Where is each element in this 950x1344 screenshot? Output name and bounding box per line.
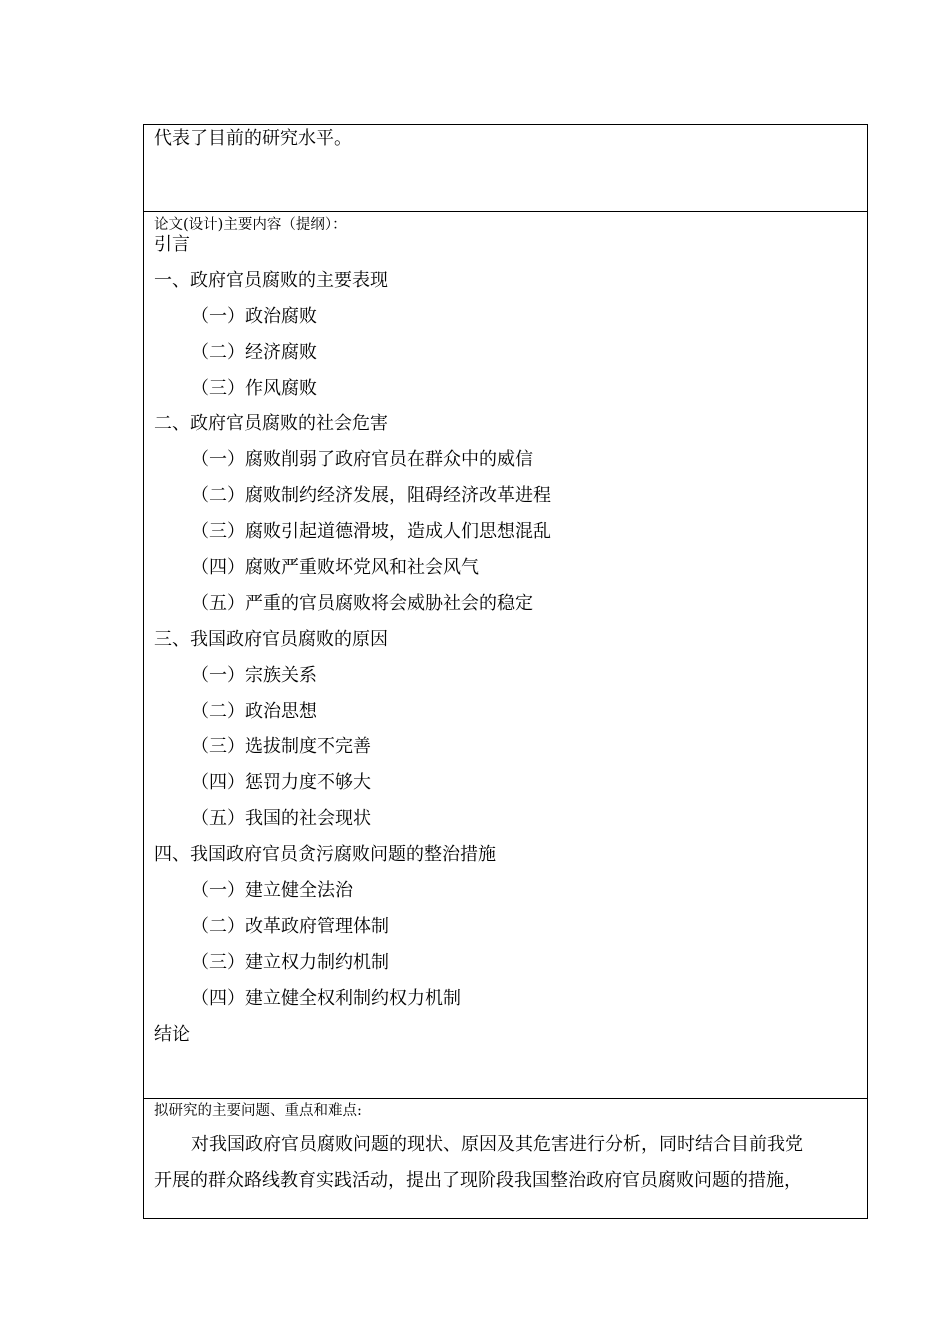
outline-subheading: （二）改革政府管理体制 — [191, 915, 389, 937]
outline-subheading: （二）腐败制约经济发展，阻碍经济改革进程 — [191, 485, 551, 507]
research-problems-cell — [144, 1099, 867, 1220]
outline-subheading: （四）建立健全权利制约权力机制 — [191, 987, 461, 1009]
outline-heading: 一、政府官员腐败的主要表现 — [154, 269, 388, 291]
research-problems-label: 拟研究的主要问题、重点和难点: — [154, 1103, 362, 1119]
paragraph-line: 对我国政府官员腐败问题的现状、原因及其危害进行分析，同时结合目前我党 — [191, 1134, 803, 1155]
outline-subheading: （一）政治腐败 — [191, 305, 317, 327]
literature-review-cell — [144, 125, 867, 212]
outline-heading: 三、我国政府官员腐败的原因 — [154, 628, 388, 650]
outline-subheading: （三）选拔制度不完善 — [191, 736, 371, 758]
outline-subheading: （二）经济腐败 — [191, 341, 317, 363]
outline-heading: 结论 — [154, 1023, 190, 1045]
outline-subheading: （五）我国的社会现状 — [191, 808, 371, 830]
outline-list — [144, 234, 551, 1059]
outline-subheading: （一）建立健全法治 — [191, 880, 353, 902]
outline-heading: 引言 — [154, 234, 190, 255]
outline-subheading: （一）腐败削弱了政府官员在群众中的威信 — [191, 449, 533, 471]
main-content-label: 论文(设计)主要内容（提纲）： — [154, 217, 347, 233]
outline-heading: 四、我国政府官员贪污腐败问题的整治措施 — [154, 844, 496, 866]
outline-subheading: （三）腐败引起道德滑坡，造成人们思想混乱 — [191, 521, 551, 543]
outline-subheading: （四）惩罚力度不够大 — [191, 772, 371, 794]
outline-subheading: （五）严重的官员腐败将会威胁社会的稳定 — [191, 592, 533, 614]
research-problems-paragraph — [154, 1127, 859, 1199]
outline-heading: 二、政府官员腐败的社会危害 — [154, 413, 388, 435]
literature-review-text: 代表了目前的研究水平。 — [154, 128, 352, 149]
outline-subheading: （三）建立权力制约机制 — [191, 951, 389, 973]
outline-subheading: （一）宗族关系 — [191, 664, 317, 686]
outline-subheading: （三）作风腐败 — [191, 377, 317, 399]
proposal-form-table — [143, 124, 868, 1219]
outline-subheading: （四）腐败严重败坏党风和社会风气 — [191, 557, 479, 579]
paragraph-line: 开展的群众路线教育实践活动，提出了现阶段我国整治政府官员腐败问题的措施， — [154, 1170, 802, 1191]
main-content-outline-cell — [144, 212, 867, 1099]
outline-subheading: （二）政治思想 — [191, 700, 317, 722]
